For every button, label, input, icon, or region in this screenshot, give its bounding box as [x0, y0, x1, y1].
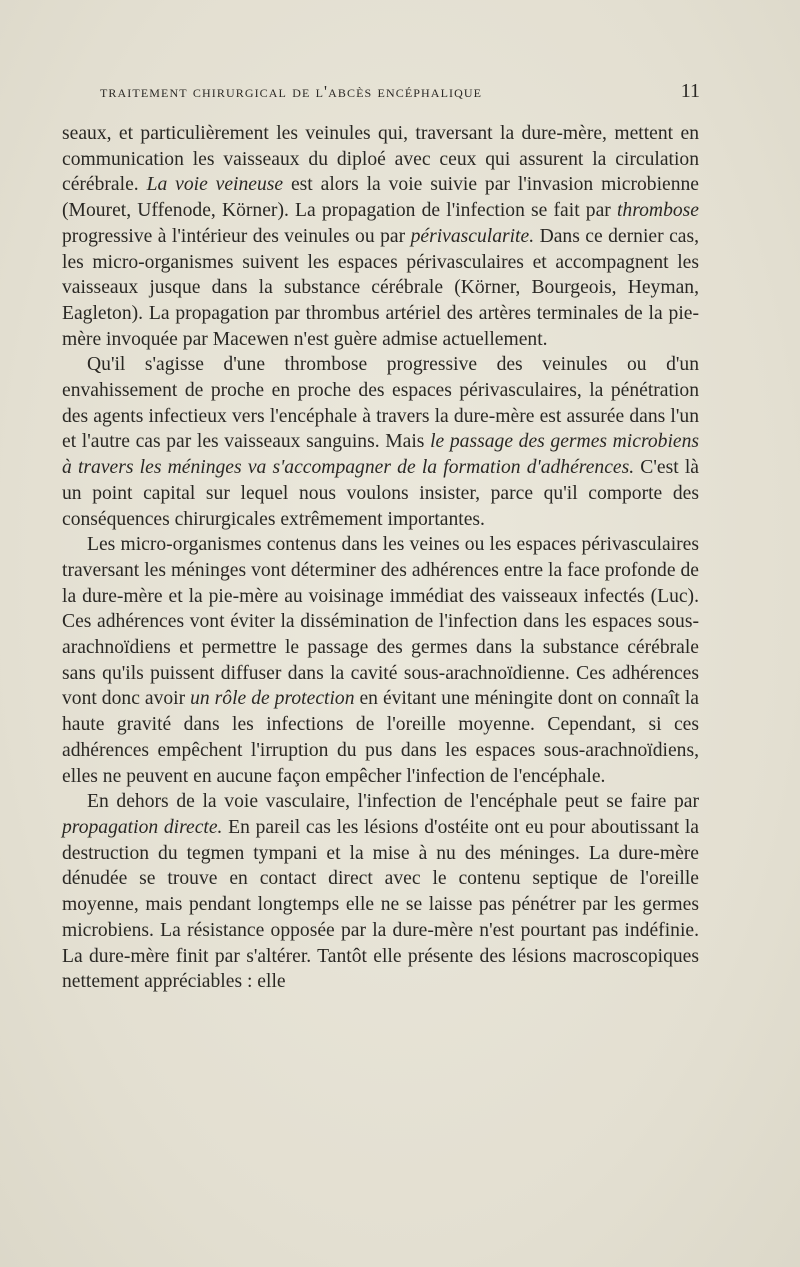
- italic-run: propagation directe.: [62, 816, 223, 838]
- paragraph-3: [62, 532, 699, 789]
- text-run: est alors la voie suivie par l'invasion microbienne (Mouret, Uffenode, Körner). La propagation de l'infection se fait par: [62, 174, 699, 222]
- italic-run: thrombose: [616, 200, 699, 222]
- text-run: Dans ce dernier cas, les micro-organismes suivent les espaces périvasculaires et accompagnent les vaisseaux jusque dans la substance cérébrale (Körner, Bourgeois, Heyman, Eagleton). La propagation par thrombus artériel des artères terminales de la pie-mère invoquée par Macewen n'est guère admise actuellement.: [62, 225, 699, 350]
- text-run: seaux, et particulièrement les veinules qui, traversant la dure-mère, mettent en communication les vaisseaux du diploé avec ceux qui assurent la circulation cérébrale.: [62, 123, 699, 196]
- text-run: En pareil cas les lésions d'ostéite ont eu pour aboutissant la destruction du tegmen tympani et la mise à nu des méninges. La dure-mère dénudée se trouve en contact direct avec le contenu septique de l'oreille moyenne, mais pendant longtemps elle ne se laisse pas pénétrer par les germes microbiens. La résistance opposée par la dure-mère n'est pourtant pas indéfinie. La dure-mère finit par s'altérer. Tantôt elle présente des lésions macroscopiques nettement appréciables : elle: [62, 816, 699, 993]
- italic-run: périvascularite.: [410, 225, 535, 247]
- italic-run: La voie veineuse: [146, 174, 284, 196]
- paragraph-1: [62, 121, 699, 352]
- text-run: Qu'il s'agisse d'une thrombose progressive des veinules ou d'un envahissement de proche en proche des espaces périvasculaires, la pénétration des agents infectieux vers l'encéphale à travers la dure-mère est assurée dans l'un et l'autre cas par les vaisseaux sanguins. Mais: [62, 354, 699, 453]
- text-run: Les micro-organismes contenus dans les veines ou les espaces périvasculaires traversant les méninges vont déterminer des adhérences entre la face profonde de la dure-mère et la pie-mère au voisinage immédiat des vaisseaux infectés (Luc). Ces adhérences vont éviter la dissémination de l'infection dans les espaces sous-arachnoïdiens et permettre le passage des germes dans la substance cérébrale sans qu'ils puissent diffuser dans la cavité sous-arachnoïdienne. Ces adhérences vont donc avoir: [62, 534, 699, 710]
- running-title: traitement chirurgical de l'abcès encéphalique: [100, 82, 483, 101]
- text-run: C'est là un point capital sur lequel nous voulons insister, parce qu'il comporte des conséquences chirurgicales extrêmement importantes.: [62, 457, 699, 530]
- page-header: [100, 80, 700, 103]
- page-number: 11: [680, 80, 700, 102]
- text-run: En dehors de la voie vasculaire, l'infection de l'encéphale peut se faire par: [87, 791, 699, 813]
- text-run: en évitant une méningite dont on connaît la haute gravité dans les infections de l'oreille moyenne. Cependant, si ces adhérences empêchent l'irruption du pus dans les espaces sous-arachnoïdiens, elles ne peuvent en aucune façon empêcher l'infection de l'encéphale.: [62, 688, 699, 787]
- italic-run: un rôle de protection: [190, 688, 355, 710]
- paragraph-4: [62, 789, 699, 995]
- paragraph-2: [62, 352, 699, 532]
- text-run: progressive à l'intérieur des veinules ou par: [62, 225, 411, 247]
- body-text: [62, 121, 699, 995]
- italic-run: le passage des germes microbiens à travers les méninges va s'accompagner de la formation d'adhérences.: [62, 431, 700, 479]
